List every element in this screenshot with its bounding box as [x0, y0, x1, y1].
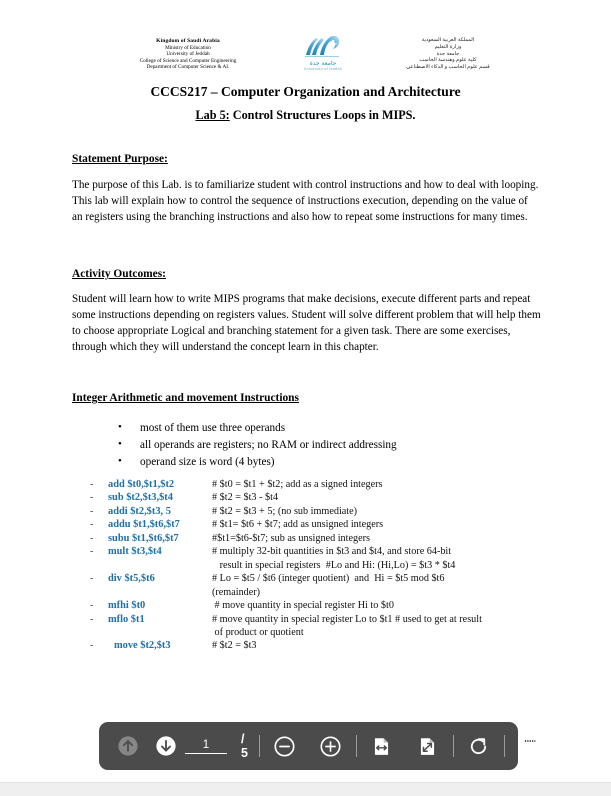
instruction-row: [90, 532, 550, 545]
instruction-bullet-dash: -: [90, 600, 94, 612]
instruction-row: [90, 613, 550, 640]
page-total-label: / 5: [241, 732, 249, 760]
instruction-comment-continuation: result in special registers #Lo and Hi: (Hi,Lo) = $t3 * $t4: [212, 559, 456, 571]
instruction-comment: [212, 518, 550, 531]
instruction-row: [90, 518, 550, 531]
letterhead-en-line-4: College of Science and Computer Engineering: [139, 57, 237, 64]
instruction-bullet-dash: -: [90, 640, 94, 652]
lab-number-label: Lab 5:: [195, 108, 230, 122]
instruction-comment-text: # $t2 = $t3 - $t4: [212, 492, 279, 504]
instruction-mnemonic: subu $t1,$t6,$t7: [108, 532, 179, 544]
instruction-comment-text: # Lo = $t5 / $t6 (integer quotient) and Hi = $t5 mod $t6: [212, 573, 445, 585]
instruction-comment: [212, 545, 550, 572]
instruction-comment: [212, 478, 550, 491]
instruction-comment: [212, 572, 550, 599]
instruction-mnemonic: sub $t2,$t3,$t4: [108, 492, 173, 504]
next-page-button[interactable]: [151, 731, 181, 761]
statement-purpose-body: The purpose of this Lab. is to familiarize student with control instructions and how to deal with looping. This lab will explain how to control the sequence of instructions execution, depending on the value of an registers using the branching instructions and also how to repeat some instructions for many times.: [72, 179, 539, 224]
arrow-down-circle-icon: [155, 735, 177, 757]
letterhead-en-line-5: Department of Computer Science & AI.: [146, 63, 230, 70]
instruction-bullet-dash: -: [90, 546, 94, 558]
instruction-comment-text: # $t1= $t6 + $t7; add as unsigned integers: [212, 519, 384, 531]
list-item: • most of them use three operands: [118, 420, 538, 437]
activity-outcomes-heading: Activity Outcomes:: [72, 268, 166, 280]
instruction-row: [90, 545, 550, 572]
instruction-mnemonic: div $t5,$t6: [108, 573, 155, 585]
instruction-comment: [212, 613, 550, 640]
instruction-comment-text: # move quantity in special register Lo to $t1 # used to get at result: [212, 613, 482, 625]
instruction-comment-text: # $t2 = $t3: [212, 640, 257, 652]
instruction-comment: [212, 505, 550, 518]
letterhead-ar-line-1: المملكة العربية السعودية: [421, 37, 475, 43]
activity-outcomes-body: Student will learn how to write MIPS programs that make decisions, execute different parts and repeat some instructions depending on registers values. Student will solve different problem that will help them to choose appropriate Logical and branching statement for a given task. There are some exercises, through which they will understand the concept learn in this chapter.: [72, 293, 541, 354]
rotate-button[interactable]: [464, 731, 494, 761]
instruction-mnemonic: mult $t3,$t4: [108, 546, 162, 558]
fit-to-width-button[interactable]: [367, 731, 397, 761]
arrow-up-circle-icon: [117, 735, 139, 757]
instruction-bullet-dash: -: [90, 532, 94, 544]
instruction-bullet-dash: -: [90, 492, 94, 504]
instruction-mnemonic: add $t0,$t1,$t2: [108, 479, 175, 490]
download-icon: [519, 735, 541, 757]
letterhead-en-line-2: Ministry of Education: [165, 44, 211, 51]
instruction-bullet-dash: -: [90, 519, 94, 531]
toolbar-divider: [453, 735, 454, 757]
instruction-bullet-dash: -: [90, 479, 94, 490]
letterhead-ar-line-2: وزارة التعليم: [434, 43, 462, 50]
instruction-bullet-dash: -: [90, 573, 94, 585]
operand-rules-list: [118, 420, 538, 471]
rotate-clockwise-icon: [467, 735, 490, 758]
instruction-comment: [212, 599, 550, 612]
toolbar-divider: [356, 735, 357, 757]
letterhead-ar-line-4: كلية علوم وهندسة الحاسب: [419, 57, 477, 64]
lab-name-label: Control Structures Loops in MIPS.: [232, 108, 416, 122]
zoom-out-button[interactable]: [270, 731, 300, 761]
instruction-mnemonic: addu $t1,$t6,$t7: [108, 519, 180, 531]
logo-arabic-name: جامعة جدة: [309, 60, 337, 67]
instruction-bullet-dash: -: [90, 613, 94, 625]
instruction-row: [90, 491, 550, 504]
instruction-mnemonic: mfhi $t0: [108, 600, 146, 612]
instruction-comment-continuation: of product or quotient: [212, 626, 304, 638]
plus-circle-icon: [319, 735, 342, 758]
minus-circle-icon: [273, 735, 296, 758]
letterhead: [0, 34, 611, 82]
fit-width-icon: [371, 736, 392, 757]
toolbar-divider: [259, 735, 260, 757]
instruction-comment: [212, 639, 550, 652]
instruction-comment-continuation: (remainder): [212, 586, 261, 598]
letterhead-ar-line-5: قسم علوم الحاسب و الذكاء الاصطناعي: [406, 64, 490, 70]
list-item: • all operands are registers; no RAM or indirect addressing: [118, 437, 538, 454]
letterhead-arabic-block: [373, 37, 523, 71]
letterhead-ar-line-3: جامعة جدة: [436, 50, 460, 57]
fit-to-page-button[interactable]: [413, 731, 443, 761]
fit-page-icon: [417, 736, 438, 757]
instruction-row: [90, 505, 550, 518]
list-item: • operand size is word (4 bytes): [118, 454, 538, 471]
instruction-mnemonic: addi $t2,$t3, 5: [108, 505, 171, 517]
instruction-row: [90, 572, 550, 599]
integer-instructions-heading: Integer Arithmetic and movement Instructions: [72, 392, 299, 404]
previous-page-button[interactable]: [113, 731, 143, 761]
letterhead-en-line-1: Kingdom of Saudi Arabia: [156, 38, 220, 44]
instruction-bullet-dash: -: [90, 505, 94, 517]
instruction-mnemonic: mflo $t1: [108, 613, 145, 625]
letterhead-en-line-3: University of Jeddah: [166, 51, 210, 58]
course-title: CCCS217 – Computer Organization and Architecture: [150, 84, 461, 99]
instruction-comment-text: #$t1=$t6-$t7; sub as unsigned integers: [212, 532, 370, 544]
instruction-comment: [212, 491, 550, 504]
instruction-comment-text: # move quantity in special register Hi to $t0: [212, 600, 394, 612]
toolbar-divider: [504, 735, 505, 757]
instruction-row: [90, 639, 550, 652]
zoom-in-button[interactable]: [316, 731, 346, 761]
university-logo: [294, 34, 352, 80]
instruction-list: [90, 478, 550, 653]
instruction-comment: [212, 532, 550, 545]
university-of-jeddah-logo-icon: [303, 34, 343, 60]
download-button[interactable]: [515, 731, 545, 761]
pdf-viewer-toolbar: [99, 722, 518, 770]
instruction-comment-text: # multiply 32-bit quantities in $t3 and $t4, and store 64-bit: [212, 546, 452, 558]
letterhead-english-block: [108, 38, 268, 70]
page-number-input[interactable]: [185, 738, 227, 754]
instruction-row: [90, 478, 550, 491]
logo-english-name: University of Jeddah: [303, 67, 343, 71]
lab-title: [0, 108, 611, 123]
instruction-row: [90, 599, 550, 612]
viewer-bottom-strip: [0, 782, 611, 796]
instruction-comment-text: # $t2 = $t3 + 5; (no sub immediate): [212, 505, 358, 517]
statement-purpose-heading: Statement Purpose:: [72, 153, 168, 165]
instruction-mnemonic: move $t2,$t3: [114, 640, 171, 652]
instruction-comment-text: # $t0 = $t1 + $t2; add as a signed integers: [212, 479, 383, 490]
